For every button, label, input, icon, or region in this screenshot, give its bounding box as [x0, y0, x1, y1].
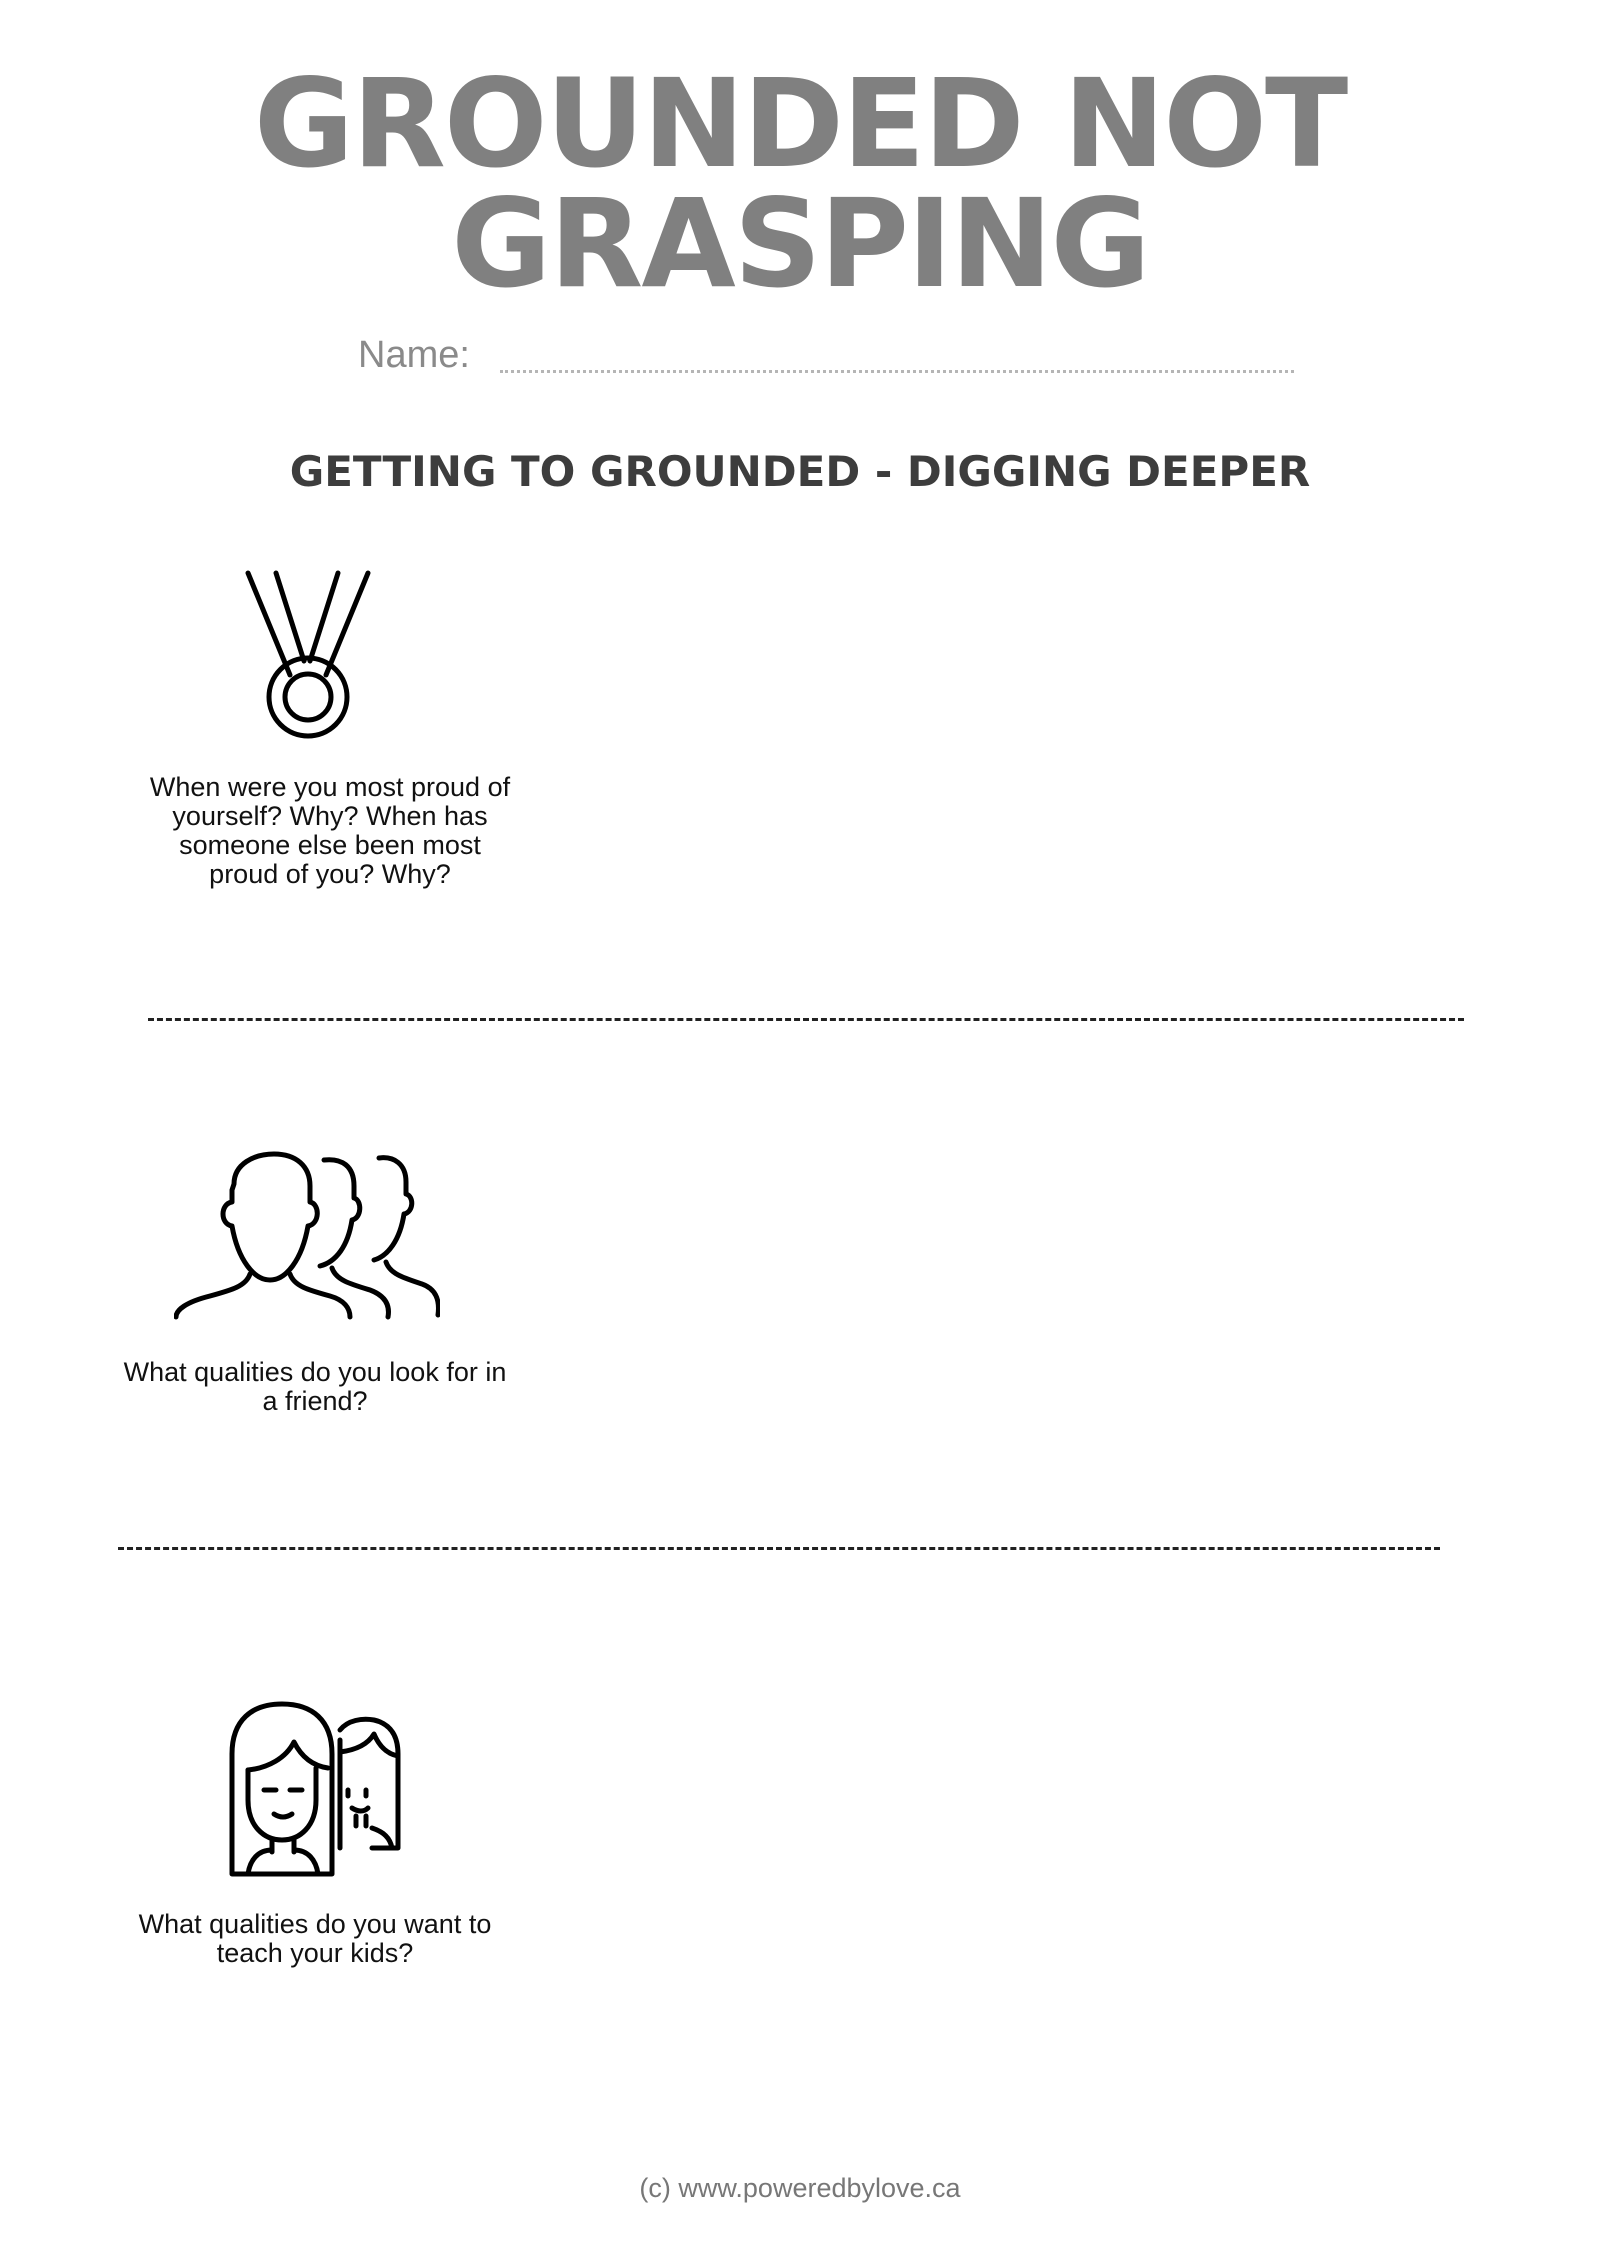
medal-icon — [238, 565, 378, 740]
children-icon — [228, 1700, 406, 1878]
section-divider — [148, 1018, 1464, 1021]
page-title-line-2: GRASPING — [451, 173, 1149, 315]
prompt-line: teach your kids? — [216, 1938, 414, 1968]
name-input[interactable] — [500, 368, 1294, 373]
prompt-line: proud of you? Why? — [209, 859, 451, 889]
page-title-line-1: GROUNDED NOT — [253, 53, 1347, 195]
prompt-proud — [110, 773, 550, 889]
people-group-icon — [174, 1150, 440, 1320]
prompt-friend — [100, 1358, 530, 1416]
section-subtitle: GETTING TO GROUNDED - DIGGING DEEPER — [289, 447, 1311, 496]
prompt-line: When were you most proud of — [149, 772, 511, 802]
prompt-line: yourself? Why? When has — [172, 801, 488, 831]
prompt-line: What qualities do you look for in — [123, 1357, 507, 1387]
footer-credit: (c) www.poweredbylove.ca — [639, 2173, 961, 2203]
prompt-line: a friend? — [262, 1386, 368, 1416]
prompt-kids — [100, 1910, 530, 1968]
name-label: Name: — [358, 334, 470, 376]
name-row — [358, 330, 1298, 390]
section-divider — [118, 1547, 1440, 1550]
prompt-line: What qualities do you want to — [138, 1909, 492, 1939]
prompt-line: someone else been most — [179, 830, 481, 860]
